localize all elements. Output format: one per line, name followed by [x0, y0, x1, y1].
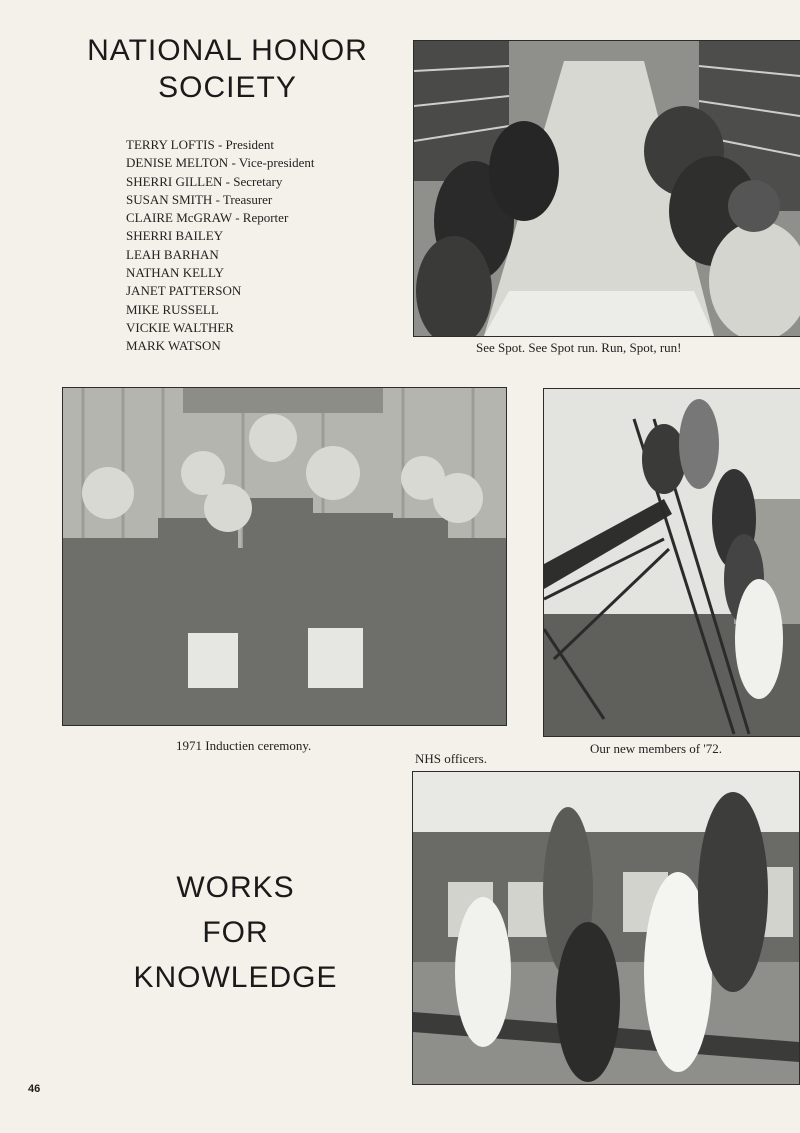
member-list	[126, 136, 315, 356]
list-item: JANET PATTERSON	[126, 283, 242, 299]
officers-photo	[412, 771, 800, 1085]
list-item: VICKIE WALTHER	[126, 319, 234, 335]
section-title-line-3: KNOWLEDGE	[133, 961, 338, 994]
list-item: MIKE RUSSELL	[126, 301, 219, 317]
section-title-line-1: WORKS	[176, 871, 295, 904]
officers-caption: NHS officers.	[415, 751, 487, 766]
page-title-line-1: NATIONAL HONOR	[87, 34, 368, 67]
list-item: DENISE MELTON - Vice-president	[126, 155, 315, 171]
library-caption: See Spot. See Spot run. Run, Spot, run!	[476, 340, 682, 355]
page-number: 46	[28, 1083, 41, 1095]
list-item: LEAH BARHAN	[126, 246, 219, 262]
list-item: NATHAN KELLY	[126, 265, 224, 281]
new-members-caption: Our new members of '72.	[590, 741, 722, 756]
section-title-line-2: FOR	[202, 916, 269, 949]
library-photo	[413, 40, 800, 337]
list-item: MARK WATSON	[126, 338, 221, 354]
section-title	[108, 865, 363, 1000]
list-item: SUSAN SMITH - Treasurer	[126, 191, 273, 207]
list-item: CLAIRE McGRAW - Reporter	[126, 210, 289, 226]
induction-caption: 1971 Inductien ceremony.	[176, 738, 312, 753]
list-item: TERRY LOFTIS - President	[126, 137, 274, 152]
page-title-line-2: SOCIETY	[158, 71, 297, 104]
induction-photo	[62, 387, 507, 726]
new-members-photo	[543, 388, 800, 737]
list-item: SHERRI BAILEY	[126, 228, 224, 244]
list-item: SHERRI GILLEN - Secretary	[126, 173, 283, 189]
page-title	[55, 32, 400, 106]
